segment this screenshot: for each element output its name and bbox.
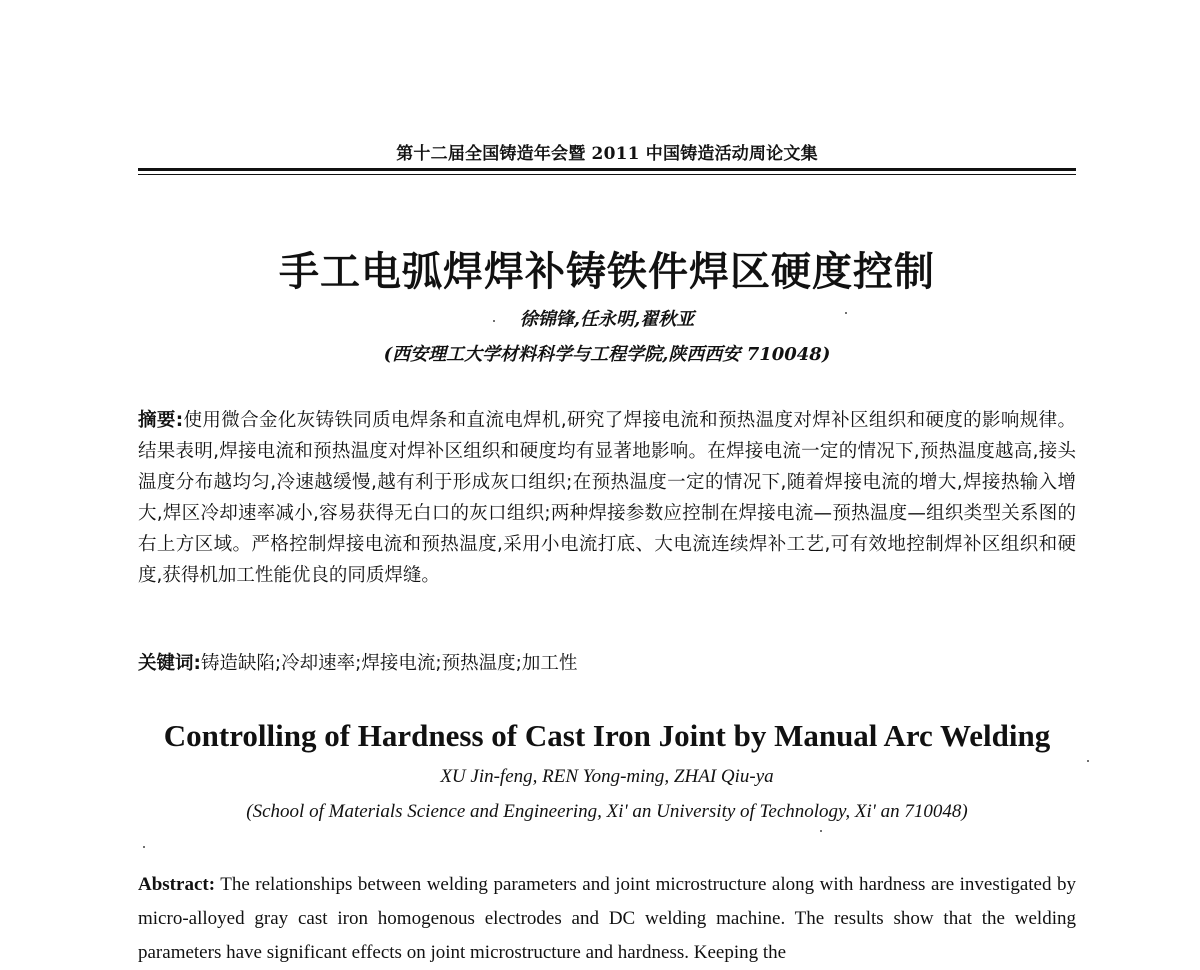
english-abstract-text: The relationships between welding parameters and joint microstructure along with hardness are investigated by micro-alloyed gray cast iron homogenous electrodes and DC welding machine. The results show that the welding parameters have significant effects on joint microstructure and hardness. Keeping the <box>138 874 1076 963</box>
chinese-keywords <box>138 648 1076 679</box>
scan-speck <box>143 846 145 848</box>
scan-speck <box>1087 760 1089 762</box>
scan-speck <box>845 312 847 314</box>
chinese-authors: 徐锦锋,任永明,翟秋亚 <box>519 309 695 330</box>
header-rule-thin <box>138 174 1076 175</box>
scan-speck <box>493 320 495 322</box>
scan-speck <box>820 830 822 832</box>
running-header: 第十二届全国铸造年会暨 2011 中国铸造活动周论文集 <box>396 144 818 164</box>
chinese-title: 手工电弧焊焊补铸铁件焊区硬度控制 <box>279 249 935 295</box>
english-abstract-label: Abstract: <box>138 874 216 895</box>
chinese-abstract <box>138 405 1076 591</box>
english-title: Controlling of Hardness of Cast Iron Joint by Manual Arc Welding <box>163 718 1051 753</box>
chinese-keywords-text: 铸造缺陷;冷却速率;焊接电流;预热温度;加工性 <box>200 653 578 674</box>
english-authors: XU Jin-feng, REN Yong-ming, ZHAI Qiu-ya <box>440 766 774 787</box>
chinese-affiliation: (西安理工大学材料科学与工程学院,陕西西安 710048) <box>383 344 831 365</box>
chinese-abstract-text: 使用微合金化灰铸铁同质电焊条和直流电焊机,研究了焊接电流和预热温度对焊补区组织和硬度的影响规律。结果表明,焊接电流和预热温度对焊补区组织和硬度均有显著地影响。在焊接电流一定的情况下,预热温度越高,接头温度分布越均匀,冷速越缓慢,越有利于形成灰口组织;在预热温度一定的情况下,随着焊接电流的增大,焊接热输入增大,焊区冷却速率减小,容易获得无白口的灰口组织;两种焊接参数应控制在焊接电流—预热温度—组织类型关系图的右上方区域。严格控制焊接电流和预热温度,采用小电流打底、大电流连续焊补工艺,可有效地控制焊补区组织和硬度,获得机加工性能优良的同质焊缝。 <box>138 410 1077 586</box>
header-rule-thick <box>138 168 1076 171</box>
chinese-abstract-label: 摘要: <box>138 410 184 431</box>
chinese-keywords-label: 关键词: <box>138 653 201 674</box>
english-affiliation: (School of Materials Science and Engineering, Xi' an University of Technology, Xi' an 710048) <box>246 801 968 822</box>
english-abstract <box>138 868 1076 970</box>
